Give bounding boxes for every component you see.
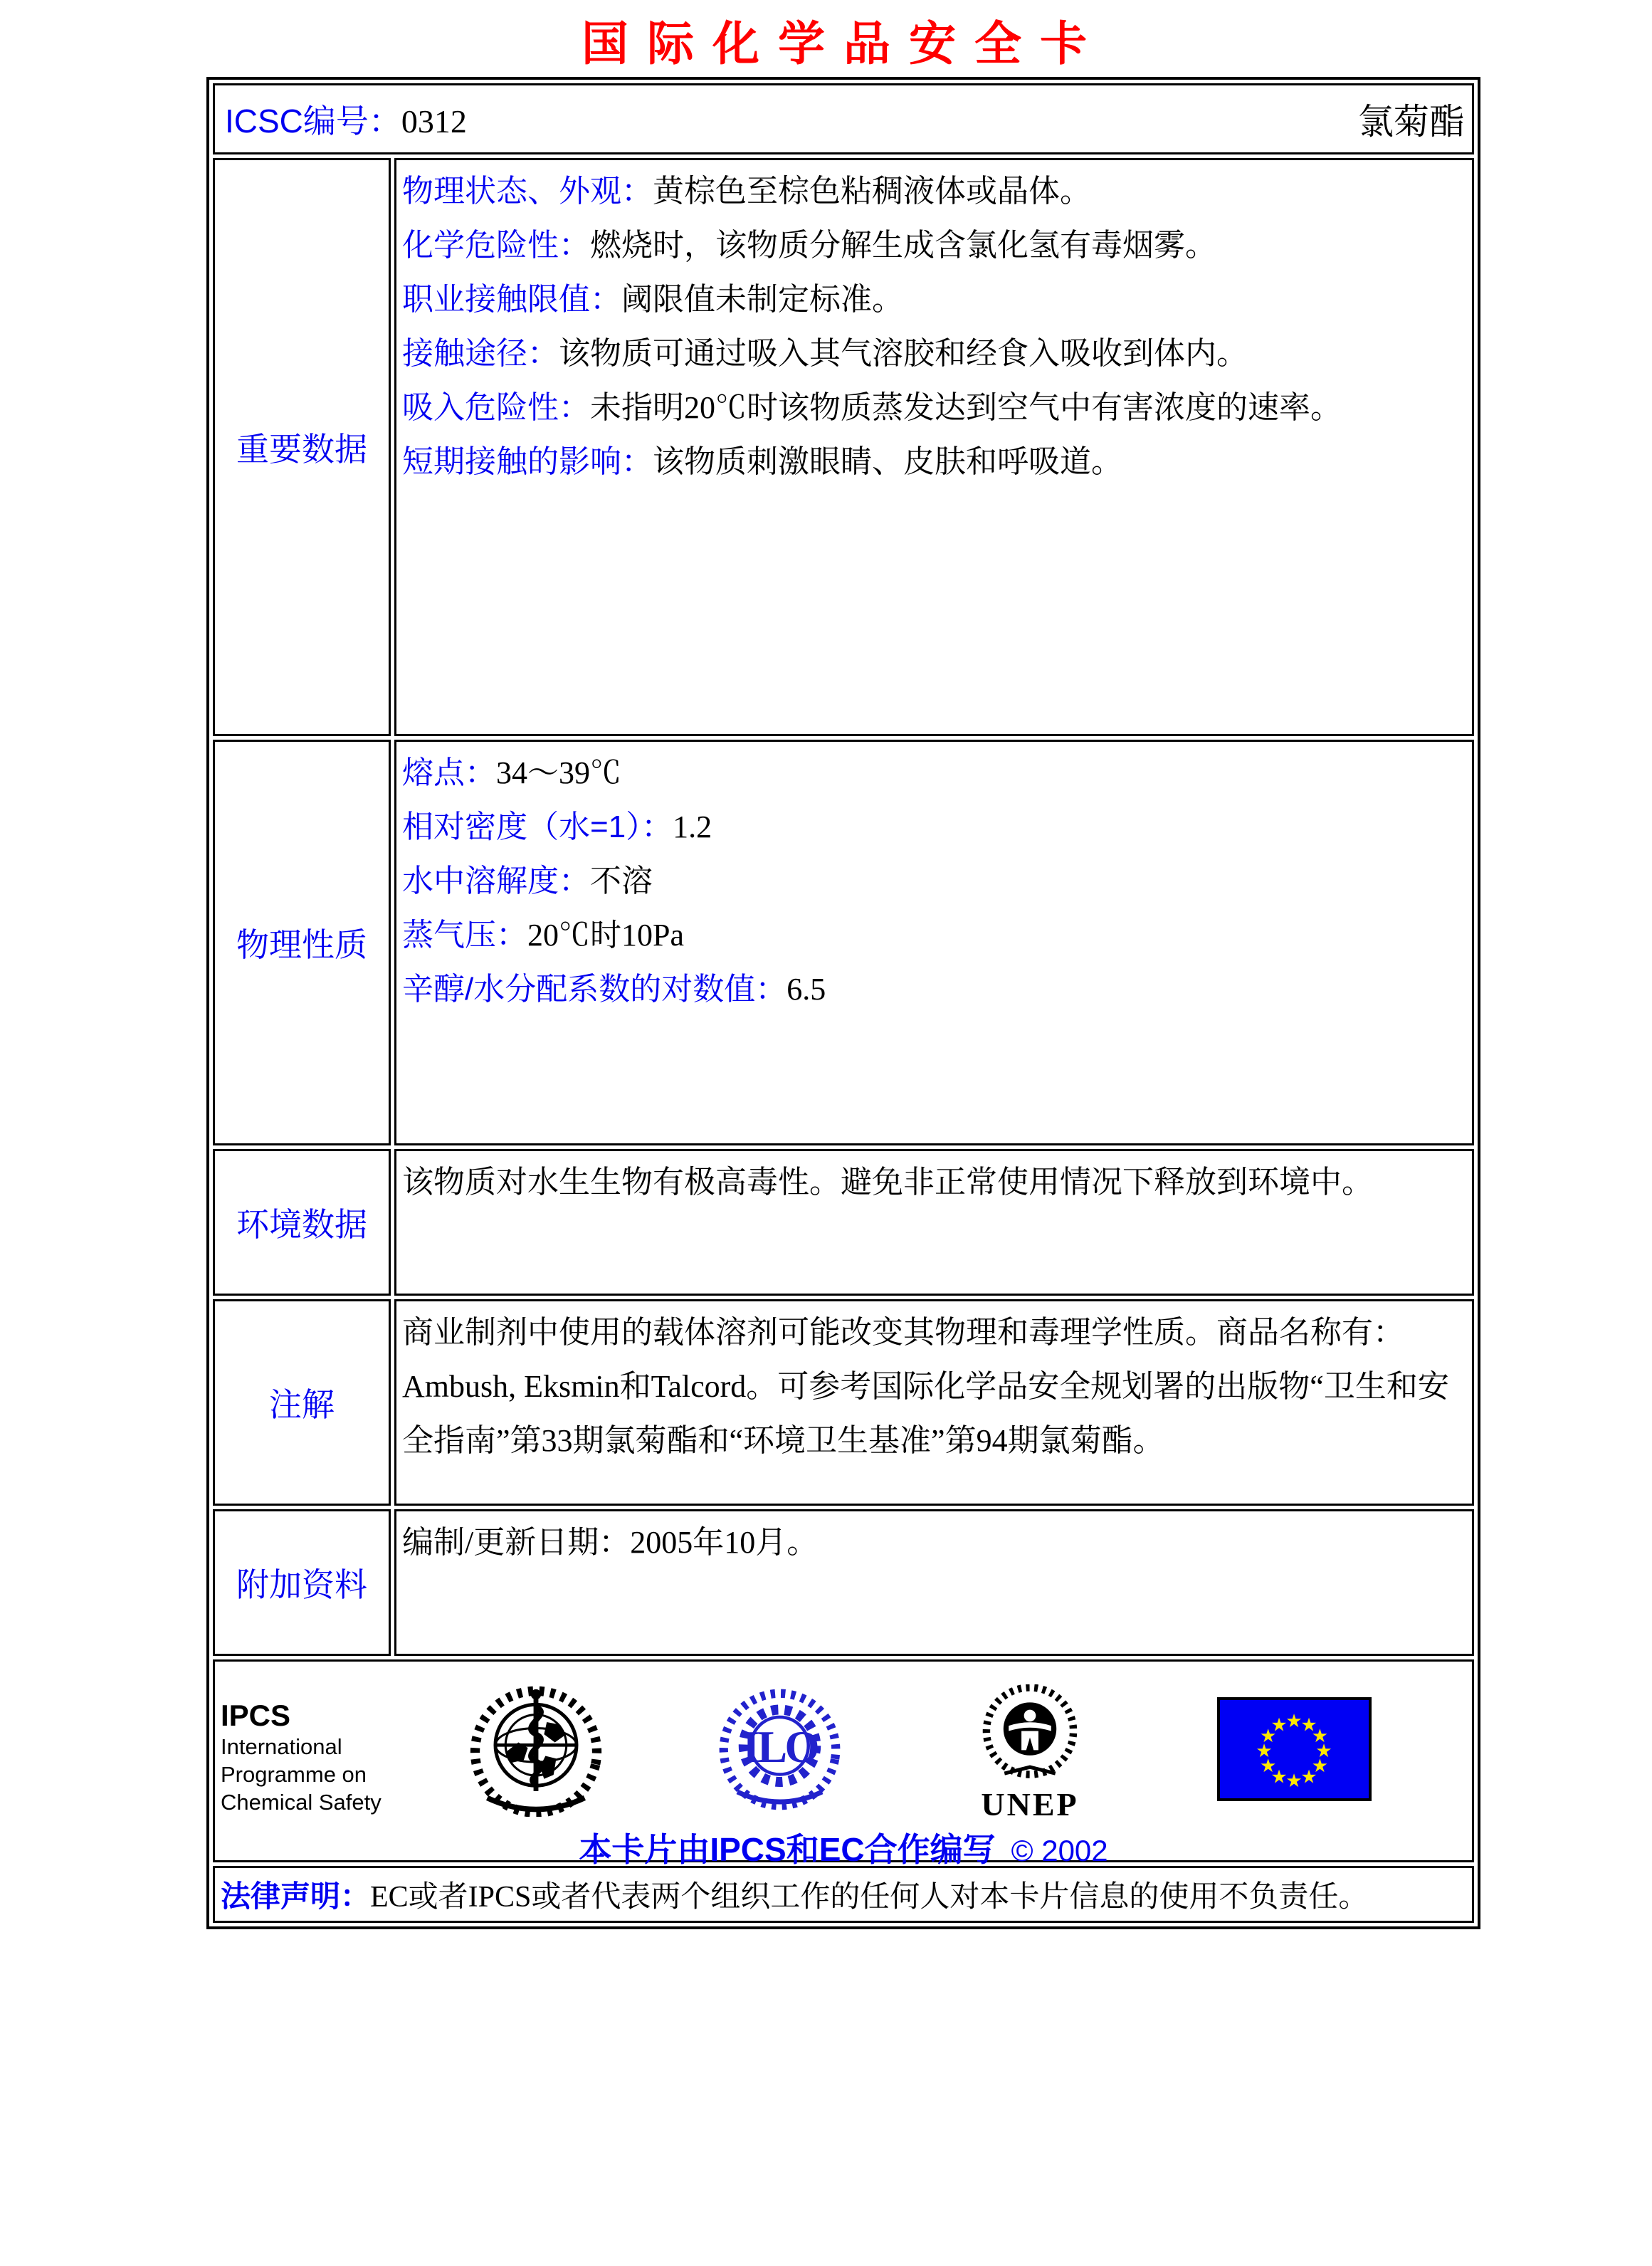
section-label-important-data: 重要数据 xyxy=(213,158,391,736)
section-content-notes xyxy=(394,1299,1474,1506)
field-value: 34～39℃ xyxy=(496,755,621,790)
icsc-number-value: 0312 xyxy=(401,103,467,140)
card-header-cell xyxy=(213,83,1474,154)
section-label-physical-properties: 物理性质 xyxy=(213,740,391,1145)
field-label: 职业接触限值： xyxy=(402,282,621,317)
svg-text:★: ★ xyxy=(1256,1740,1273,1761)
svg-text:★: ★ xyxy=(1285,1710,1303,1731)
svg-text:★: ★ xyxy=(1270,1766,1288,1788)
cooperation-caption-text: 本卡片由IPCS和EC合作编写 xyxy=(579,1831,996,1868)
field-row xyxy=(402,435,1463,489)
ilo-emblem-icon xyxy=(717,1687,842,1815)
svg-text:★: ★ xyxy=(1259,1755,1277,1776)
field-value: 黄棕色至棕色粘稠液体或晶体。 xyxy=(653,174,1091,209)
eu-flag-icon xyxy=(1217,1697,1372,1805)
who-emblem-icon xyxy=(468,1682,604,1820)
field-value: 20℃时10Pa xyxy=(527,918,684,953)
svg-text:★: ★ xyxy=(1285,1770,1303,1791)
field-label: 短期接触的影响： xyxy=(402,444,653,479)
legal-row xyxy=(213,1866,1474,1923)
field-row xyxy=(402,854,1463,908)
safety-card-table xyxy=(206,77,1480,1929)
field-label: 相对密度（水=1）： xyxy=(402,809,673,844)
cooperation-caption xyxy=(215,1824,1472,1871)
copyright-text: © 2002 xyxy=(1011,1834,1108,1867)
svg-text:★: ★ xyxy=(1311,1755,1329,1776)
svg-text:★: ★ xyxy=(1300,1714,1317,1736)
field-row xyxy=(402,962,1463,1017)
field-label: 接触途径： xyxy=(402,336,559,371)
field-label: 熔点： xyxy=(402,755,496,790)
icsc-number-group xyxy=(225,95,467,142)
field-label: 水中溶解度： xyxy=(402,864,590,898)
section-text: 编制/更新日期：2005年10月。 xyxy=(402,1525,819,1560)
card-header xyxy=(215,85,1472,152)
field-label: 辛醇/水分配系数的对数值： xyxy=(402,972,787,1007)
ipcs-line: Programme on xyxy=(221,1762,367,1787)
field-row xyxy=(402,746,1463,800)
field-label: 物理状态、外观： xyxy=(402,174,653,209)
field-value: 1.2 xyxy=(673,809,712,844)
field-label: 吸入危险性： xyxy=(402,390,590,425)
field-row xyxy=(402,800,1463,854)
section-content-environmental-data xyxy=(394,1149,1474,1296)
field-label: 蒸气压： xyxy=(402,918,527,953)
ilo-letters: ILO xyxy=(742,1722,818,1772)
svg-text:★: ★ xyxy=(1259,1725,1277,1746)
icsc-number-label: ICSC编号： xyxy=(225,103,401,140)
field-value: 6.5 xyxy=(786,972,826,1007)
page-title: 国际化学品安全卡 xyxy=(582,19,1105,70)
ipcs-acronym: IPCS xyxy=(221,1699,291,1732)
svg-text:★: ★ xyxy=(1315,1740,1332,1761)
field-value: 燃烧时，该物质分解生成含氯化氢有毒烟雾。 xyxy=(590,228,1216,263)
logos-row xyxy=(213,1659,1474,1868)
section-text: 商业制剂中使用的载体溶剂可能改变其物理和毒理学性质。商品名称有：Ambush, Eksmin和Talcord。可参考国际化学品安全规划署的出版物“卫生和安全指南”第33期氯菊酯和“环境卫生基准”第94期氯菊酯。 xyxy=(402,1315,1449,1458)
field-row xyxy=(402,219,1463,273)
legal-notice-label: 法律声明： xyxy=(221,1879,371,1913)
field-value: 阈限值未制定标准。 xyxy=(621,282,903,317)
ipcs-line: Chemical Safety xyxy=(221,1790,382,1815)
svg-text:★: ★ xyxy=(1311,1725,1329,1746)
field-value: 该物质刺激眼睛、皮肤和呼吸道。 xyxy=(653,444,1122,479)
svg-text:★: ★ xyxy=(1270,1714,1288,1736)
section-label-environmental-data: 环境数据 xyxy=(213,1149,391,1296)
field-value: 不溶 xyxy=(590,864,653,898)
field-value: 未指明20℃时该物质蒸发达到空气中有害浓度的速率。 xyxy=(590,390,1342,425)
section-content-important-data xyxy=(394,158,1474,736)
section-label-additional-information: 附加资料 xyxy=(213,1509,391,1656)
ipcs-text-block xyxy=(221,1699,382,1816)
section-text: 该物质对水生生物有极高毒性。避免非正常使用情况下释放到环境中。 xyxy=(402,1165,1373,1200)
section-label-notes: 注解 xyxy=(213,1299,391,1506)
unep-label: UNEP xyxy=(981,1786,1079,1822)
legal-notice-text: EC或者IPCS或者代表两个组织工作的任何人对本卡片信息的使用不负责任。 xyxy=(370,1881,1369,1914)
ipcs-line: International xyxy=(221,1734,342,1759)
field-row xyxy=(402,327,1463,381)
field-row xyxy=(402,164,1463,219)
section-content-additional-information xyxy=(394,1509,1474,1656)
field-row xyxy=(402,908,1463,962)
field-row xyxy=(402,381,1463,435)
field-value: 该物质可通过吸入其气溶胶和经食入吸收到体内。 xyxy=(559,336,1248,371)
unep-emblem-icon xyxy=(977,1684,1083,1784)
field-label: 化学危险性： xyxy=(402,228,590,263)
field-row xyxy=(402,273,1463,327)
svg-text:★: ★ xyxy=(1300,1766,1317,1788)
section-content-physical-properties xyxy=(394,740,1474,1145)
unep-emblem-block xyxy=(955,1684,1105,1822)
chemical-name: 氯菊酯 xyxy=(1358,102,1465,142)
